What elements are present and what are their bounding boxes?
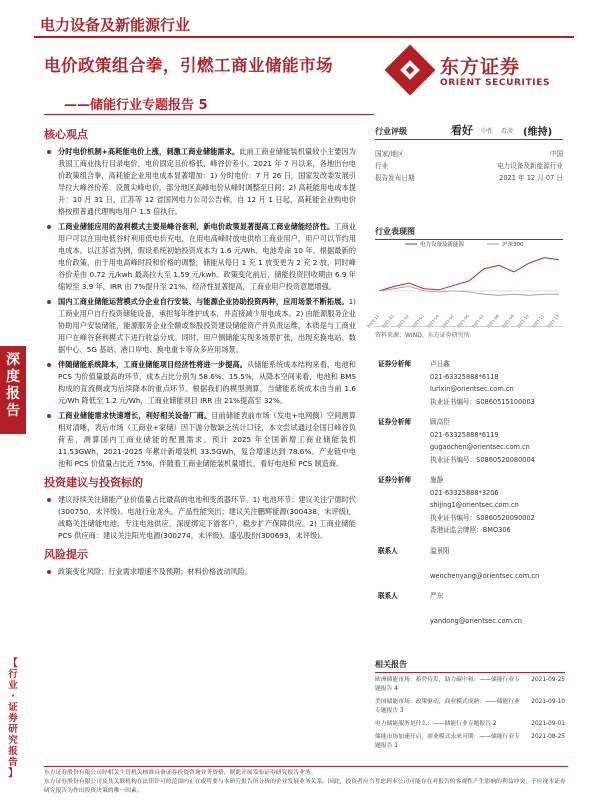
x-tick-label: 2021-03 bbox=[410, 313, 425, 329]
report-type-vertical-label: 【 行 业 · 证 券 研 究 报 告 】 bbox=[8, 658, 18, 779]
analyst-entry: 证券分析师 顾高臣 021-63325888*6119 gugaochen@orientsec.com.cn 执业证书编号：S0860520080004 bbox=[378, 416, 568, 466]
deep-report-tab: 深 度 报 告 bbox=[0, 346, 26, 434]
series-line-0 bbox=[379, 258, 559, 291]
legend-label-1: 沪深300 bbox=[502, 242, 524, 248]
rating-label: 行业评级 bbox=[375, 127, 407, 136]
x-tick-label: 2021-10 bbox=[515, 313, 530, 329]
logo-name-en: ORIENT SECURITIES bbox=[440, 78, 551, 88]
rating-row bbox=[375, 118, 563, 140]
x-tick-label: 2021-09 bbox=[500, 313, 515, 329]
x-tick-label: 2021-07 bbox=[470, 313, 485, 329]
core-views-heading: 核心观点 bbox=[44, 128, 88, 141]
rating-option: 中性 bbox=[481, 128, 494, 135]
bullet-point: 伴随储能系统降本，工商业储能项目经济性将进一步提高。从储能系统成本结构来看，电池和 PCS 为价值量最高的环节，成本占比分别为 58.6%、15.5%，从降本空间来看，电池和 BMS 构成的直流侧或为后续降本的重点环节。根据我们的模型测算，当储能系统成本由当前 1.6 元/Wh 降低至 1.2 元/Wh，工商业储能项目 IRR 由 21%提高至 32%。 bbox=[44, 359, 356, 407]
bullet-point: 分时电价机制+高耗能电价上涨，刺激工商业储能需求。此前工商业储能装机量较小主要因为我国工商业执行目录电价，电价固定且价格低、峰谷价差小。2021 年 7 月以来，各地出台电价政策组合拳，高耗能企业用电成本显著增加：1) 分时电价：7 月 26 日，国家发改委发展引导拉大峰谷价差、设置尖峰电价，部分地区高峰电价从峰时调整至日间；2) 高耗能用电成本提升：10 月 31 日，江苏等 12 省国网电力公司公告称，自 12 月 1 日起，高耗能企业购电价格按照普通代理购电用户 1.5 倍执行。 bbox=[44, 146, 356, 218]
bullet-point: 工商业储能应用的盈利模式主要是峰谷套利，新电价政策显著提高工商业储能经济性。工商业用户可以在用电低谷时利用低电价充电，在用电高峰时放电供给工商业用户，用户可以节约用电成本。以江苏省为例，假设系统初始投资成本为 1.6 元/Wh、电池寿命 10 年、根据最新的电价政策，由于用电高峰时段和价格的调整，储能从每日 1 充 1 放变更为 2 充 2 放，同时峰谷价差由 0.72 元/kwh 最高拉大至 1.59 元/kwh。政策变化前后，储能投资回收期由 6.9 年缩短至 3.9 年，IRR 由 7%提升至 21%，经济性显著提高，工商业用户投资意愿增强。 bbox=[44, 221, 356, 293]
bullet-point: 工商业储能需求快速增长，利好相关设备厂商。目前储能表前市场（发电+电网侧）空间测算相对清晰，表后市场（工商业+家储）因下游分散缺乏统计口径，本文尝试通过全国日峰谷负荷差，测算国内工商业储能的配置需求。预计 2025 年全国新增工商业储能装机 11.53GWh，2021-2025 年累计新增装机 33.5GWh，复合增速达到 78.6%。产业链中电池和 PCS 价值量占比近 75%，伴随着工商业储能装机量增长，看好电池和 PCS 制造商。 bbox=[44, 410, 356, 470]
contact-entry: 联系人 温景阳 wenchenyang@orientsec.com.cn bbox=[378, 545, 568, 583]
rating-value: 看好 bbox=[451, 124, 473, 137]
bullet-point: 建议持续关注储能产业价值量占比最高的电池和变流器环节。1) 电池环节：建议关注宁德时代(300750，未评级)、电池行业龙头，产品性能突出；建议关注鹏辉能源(300438，未评级)，战略关注储能电池，专注电池供应，深度绑定下游客户，稳步扩产保障供应。2) 工商业储能 PCS 供应商：建议关注阳光电源(300274，未评级)、盛弘股份(300693，未评级)。 bbox=[44, 494, 356, 542]
title-divider bbox=[44, 114, 374, 115]
header-bar bbox=[34, 8, 574, 38]
logo-name-cn: 东方证券 bbox=[440, 56, 521, 78]
industry-performance-chart bbox=[365, 238, 563, 329]
x-tick-label: 2021-04 bbox=[425, 313, 440, 329]
x-tick-label: 2021-12 bbox=[545, 313, 560, 329]
bullet-point: 国内工商业储能运营模式分企业自行安装、与能源企业协助投资两种，应用场景不断拓展。1) 工商业用户自行投资储能设备，承担每年维护成本，并直接减少用电成本。2) 由能源服务企业协助用户安装储能，能源服务企业全额或参股投资建设储能资产并负责运维，本质是与工商业用户在峰谷套利模式下进行收益分成。同时，用户侧储能实现多场景扩张，出现充换电站、数据中心、5G 基站、港口岸电、换电重卡等众多应用场景。 bbox=[44, 296, 356, 356]
contact-email[interactable]: wenchenyang@orientsec.com.cn bbox=[430, 571, 540, 580]
x-tick-label: 2021-11 bbox=[530, 313, 545, 329]
contact-entry: 联系人 严东 yandong@orientsec.com.cn bbox=[378, 590, 568, 628]
x-tick-label: 2021-08 bbox=[485, 313, 500, 329]
analyst-entry: 证券分析师 卢日鑫 021-63325888*6118 lurixin@orientsec.com.cn 执业证书编号：S0860515100003 bbox=[378, 358, 568, 408]
x-tick-label: 2021-02 bbox=[395, 313, 410, 329]
analyst-email[interactable]: shijing1@orientsec.com.cn bbox=[430, 501, 519, 509]
related-report-link[interactable]: 欧洲储能市场：蓄势待发，助力碳中和：——储能行业专题报告 4 2021-09-25 bbox=[375, 677, 565, 692]
analyst-email[interactable]: gugaochen@orientsec.com.cn bbox=[430, 443, 530, 451]
chart-source: 资料来源：WIND、东方证券研究所 bbox=[375, 326, 563, 339]
x-tick-label: 2020-12 bbox=[365, 313, 380, 329]
report-title: 电价政策组合拳，引燃工商业储能市场 bbox=[44, 56, 333, 75]
disclaimer-footer: 东方证券股份有限公司经相关主管机关核准具备证券投资咨询业务资格，据此开展发布证券研究报告业务。 东方证券股份有限公司及其关联机构在法律许可的范围内正在或将要与本研究报告所分析的企业发展业务关系。因此，投资者应当考虑到本公司可能存在对报告的客观性产生影响的利益冲突，不应视本证券研究报告为作出投资决策的唯一因素。 bbox=[44, 766, 568, 796]
rating-panel bbox=[375, 118, 563, 182]
related-report-link[interactable]: 储能市场加速开启，商业模式未来可期：——储能行业专题报告 1 2021-08-25 bbox=[375, 734, 565, 749]
rating-option: 看淡 bbox=[501, 128, 514, 135]
info-row: 国家/地区 中国 bbox=[375, 150, 563, 158]
orient-securities-logo bbox=[388, 46, 578, 102]
analyst-entry: 证券分析师 施静 021-63325888*3206 shijing1@orientsec.com.cn 执业证书编号：S0860520090002 香港证监会牌照：BMO306 bbox=[378, 474, 568, 537]
info-row: 行业 电力设备及新能源行业 bbox=[375, 162, 563, 170]
rating-status: (维持) bbox=[523, 127, 553, 138]
related-report-link[interactable]: 美国储能市场：政策驱动，商业模式成熟：——储能行业专题报告 3 2021-09-10 bbox=[375, 699, 565, 714]
investment-targets-heading: 投资建议与投资标的 bbox=[44, 476, 143, 489]
chart-title: 行业表现图 bbox=[375, 226, 563, 240]
contact-email[interactable]: yandong@orientsec.com.cn bbox=[430, 617, 522, 625]
industry-title: 电力设备及新能源行业 bbox=[40, 16, 191, 34]
related-reports-heading: 相关报告 bbox=[375, 659, 565, 673]
risk-heading: 风险提示 bbox=[44, 548, 88, 561]
x-tick-label: 2021-06 bbox=[455, 313, 470, 329]
report-subtitle: ——储能行业专题报告 5 bbox=[64, 98, 208, 113]
related-reports bbox=[375, 659, 565, 755]
bullet-point: 政策变化风险；行业需求增速不及预期；材料价格波动风险。 bbox=[44, 566, 356, 578]
legend-label-0: 电力设备及新能源 bbox=[420, 242, 465, 248]
analyst-list bbox=[378, 358, 568, 636]
x-tick-label: 2021-01 bbox=[380, 313, 395, 329]
core-views-column bbox=[44, 122, 356, 581]
analyst-email[interactable]: lurixin@orientsec.com.cn bbox=[430, 385, 514, 393]
logo-mark-icon bbox=[388, 48, 432, 92]
related-report-link[interactable]: 电力储能服务是什么：——储能行业专题报告 2 2021-09-01 bbox=[375, 721, 565, 727]
x-tick-label: 2021-05 bbox=[440, 313, 455, 329]
info-row: 报告发布日期 2021 年 12 月 07 日 bbox=[375, 174, 563, 182]
